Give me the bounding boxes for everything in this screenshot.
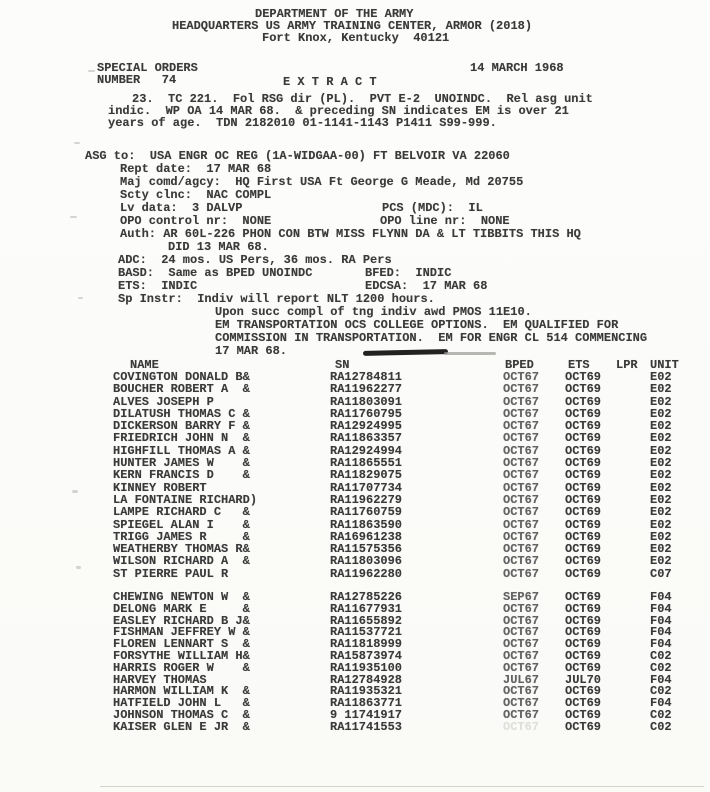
cell-unit: F04 <box>650 590 672 605</box>
cell-sn: RA11962279 <box>330 492 403 507</box>
table-row <box>0 554 710 569</box>
table-row <box>0 625 710 640</box>
cell-name: LA FONTAINE RICHARD) <box>113 492 258 507</box>
cell-unit: E02 <box>650 505 672 520</box>
cell-ets: OCT69 <box>565 431 602 446</box>
table-row <box>0 673 710 685</box>
cell-unit: F04 <box>650 601 672 616</box>
sp-instr-line1: Sp Instr: Indiv will report NLT 1200 hours. <box>118 292 435 306</box>
cell-sn: RA11863771 <box>330 696 403 711</box>
col-header-lpr: LPR <box>616 358 638 372</box>
cell-sn: RA11863590 <box>330 517 403 532</box>
cell-bped: OCT67 <box>503 696 540 711</box>
cell-ets: OCT69 <box>565 696 602 711</box>
cell-bped: OCT67 <box>503 468 540 483</box>
cell-bped: OCT67 <box>503 613 540 628</box>
cell-unit: C02 <box>650 684 672 699</box>
para-23-line1: 23. TC 221. Fol RSG dir (PL). PVT E-2 UNOINDC. Rel asg unit <box>132 92 593 106</box>
cell-ets: OCT69 <box>565 719 602 734</box>
table-row <box>0 481 710 493</box>
roster-group-2 <box>0 590 710 732</box>
table-row <box>0 720 710 732</box>
cell-name: WILSON RICHARD A & <box>113 554 250 569</box>
cell-sn: RA12785226 <box>330 590 403 605</box>
sp-instr-line2: Upon succ compl of tng indiv awd PMOS 11E10. <box>215 305 532 319</box>
cell-ets: OCT69 <box>565 370 602 384</box>
cell-bped: OCT67 <box>503 660 540 675</box>
table-row <box>0 493 710 505</box>
sp-instr-line4: COMMISSION IN TRANSPORTATION. EM FOR ENGR CL 514 COMMENCING <box>215 331 648 345</box>
cell-unit: E02 <box>650 542 672 557</box>
cell-name: EASLEY RICHARD B J& <box>113 613 250 628</box>
cell-sn: RA11935321 <box>330 684 403 699</box>
sp-instr-line5: 17 MAR 68. <box>215 344 288 358</box>
cell-unit: F04 <box>650 672 672 687</box>
cell-name: FRIEDRICH JOHN N & <box>113 431 250 446</box>
asg-to-line: ASG to: USA ENGR OC REG (1A-WIDGAA-00) FT BELVOIR VA 22060 <box>85 149 510 163</box>
cell-bped: OCT67 <box>503 601 540 616</box>
para-23-line2: indic. WP OA 14 MAR 68. & preceding SN indicates EM is over 21 <box>108 104 569 118</box>
cell-bped: OCT67 <box>503 684 540 699</box>
opo-line-nr-line: OPO line nr: NONE <box>380 214 510 228</box>
cell-bped: OCT67 <box>503 382 540 397</box>
table-row <box>0 602 710 614</box>
scan-speck <box>88 70 95 72</box>
table-row <box>0 661 710 673</box>
scan-edge-line <box>100 786 704 787</box>
adc-line: ADC: 24 mos. US Pers, 36 mos. RA Pers <box>118 253 392 267</box>
table-row <box>0 518 710 530</box>
cell-ets: OCT69 <box>565 554 602 569</box>
table-row <box>0 684 710 699</box>
doc-location: Fort Knox, Kentucky 40121 <box>262 31 450 45</box>
cell-ets: OCT69 <box>565 590 602 605</box>
table-row <box>0 370 710 382</box>
table-row <box>0 708 710 723</box>
cell-bped: OCT67 <box>503 492 540 507</box>
cell-sn: RA11829075 <box>330 468 403 483</box>
cell-bped: OCT67 <box>503 649 540 664</box>
table-row <box>0 456 710 471</box>
cell-sn: RA12924995 <box>330 419 403 434</box>
cell-ets: OCT69 <box>565 613 602 628</box>
cell-ets: OCT69 <box>565 492 602 507</box>
cell-bped: OCT67 <box>503 431 540 446</box>
cell-sn: RA11677931 <box>330 601 403 616</box>
cell-sn: RA11962280 <box>330 566 403 581</box>
scan-speck <box>74 142 80 144</box>
redaction-mark <box>363 349 448 356</box>
cell-bped: OCT67 <box>503 542 540 557</box>
cell-unit: E02 <box>650 394 672 409</box>
cell-unit: E02 <box>650 492 672 507</box>
cell-ets: OCT69 <box>565 394 602 409</box>
cell-name: JOHNSON THOMAS C & <box>113 708 250 723</box>
scan-speck <box>78 297 83 299</box>
opo-control-line: OPO control nr: NONE <box>120 214 272 228</box>
cell-ets: OCT69 <box>565 443 602 458</box>
cell-ets: OCT69 <box>565 649 602 664</box>
cell-unit: E02 <box>650 468 672 483</box>
cell-ets: OCT69 <box>565 468 602 483</box>
cell-ets: OCT69 <box>565 542 602 557</box>
para-23-line3: years of age. TDN 2182010 01-1141-1143 P1411 S99-999. <box>108 116 497 130</box>
cell-unit: F04 <box>650 613 672 628</box>
table-row <box>0 419 710 434</box>
cell-ets: OCT69 <box>565 382 602 397</box>
cell-unit: E02 <box>650 480 672 495</box>
cell-ets: JUL70 <box>565 672 602 687</box>
cell-name: HARMON WILLIAM K & <box>113 684 250 699</box>
col-header-sn: SN <box>335 358 350 372</box>
cell-unit: E02 <box>650 370 672 384</box>
cell-ets: OCT69 <box>565 517 602 532</box>
maj-comd-line: Maj comd/agcy: HQ First USA Ft George G Meade, Md 20755 <box>120 175 524 189</box>
cell-unit: C02 <box>650 660 672 675</box>
table-row <box>0 407 710 419</box>
cell-unit: E02 <box>650 443 672 458</box>
cell-name: COVINGTON DONALD B& <box>113 370 250 384</box>
cell-unit: C02 <box>650 708 672 723</box>
cell-bped: OCT67 <box>503 529 540 544</box>
cell-unit: E02 <box>650 529 672 544</box>
table-row <box>0 431 710 446</box>
cell-bped: OCT67 <box>503 517 540 532</box>
cell-name: SPIEGEL ALAN I & <box>113 517 250 532</box>
cell-ets: OCT69 <box>565 419 602 434</box>
cell-unit: E02 <box>650 406 672 421</box>
scan-speck <box>70 216 77 218</box>
col-header-unit: UNIT <box>650 358 679 372</box>
cell-sn: RA11760795 <box>330 406 403 421</box>
cell-unit: E02 <box>650 419 672 434</box>
cell-name: FORSYTHE WILLIAM H& <box>113 649 250 664</box>
cell-sn: RA11655892 <box>330 613 403 628</box>
table-row <box>0 649 710 664</box>
cell-bped: OCT67 <box>503 566 540 581</box>
cell-sn: RA11865551 <box>330 456 403 471</box>
roster-table <box>0 370 710 732</box>
sp-instr-line3: EM TRANSPORTATION OCS COLLEGE OPTIONS. EM QUALIFIED FOR <box>215 318 619 332</box>
table-row <box>0 542 710 557</box>
cell-bped: OCT67 <box>503 625 540 640</box>
table-row <box>0 468 710 483</box>
cell-sn: RA11741553 <box>330 719 403 734</box>
cell-ets: OCT69 <box>565 529 602 544</box>
table-row <box>0 382 710 397</box>
cell-unit: C02 <box>650 719 672 734</box>
table-row <box>0 567 710 579</box>
cell-ets: OCT69 <box>565 684 602 699</box>
cell-unit: E02 <box>650 431 672 446</box>
auth-line1: Auth: AR 60L-226 PHON CON BTW MISS FLYNN DA & LT TIBBITS THIS HQ <box>120 227 581 241</box>
table-row <box>0 614 710 626</box>
cell-unit: E02 <box>650 517 672 532</box>
cell-sn: RA12784811 <box>330 370 403 384</box>
order-number: NUMBER 74 <box>97 73 177 87</box>
cell-name: ST PIERRE PAUL R <box>113 566 229 581</box>
table-row <box>0 590 710 605</box>
cell-ets: OCT69 <box>565 660 602 675</box>
cell-bped: OCT67 <box>503 637 540 652</box>
col-header-bped: BPED <box>505 358 534 372</box>
cell-sn: RA11575356 <box>330 542 403 557</box>
cell-bped: OCT67 <box>503 406 540 421</box>
cell-ets: OCT69 <box>565 625 602 640</box>
cell-sn: RA16961238 <box>330 529 403 544</box>
cell-unit: F04 <box>650 637 672 652</box>
cell-sn: RA11707734 <box>330 480 403 495</box>
cell-ets: OCT69 <box>565 505 602 520</box>
doc-headquarters: HEADQUARTERS US ARMY TRAINING CENTER, ARMOR (2018) <box>172 19 533 33</box>
cell-bped: OCT67 <box>503 443 540 458</box>
roster-header-row <box>0 358 710 370</box>
cell-sn: RA11803091 <box>330 394 403 409</box>
order-date: 14 MARCH 1968 <box>470 61 564 75</box>
special-orders-label: SPECIAL ORDERS <box>97 61 198 75</box>
cell-name: FLOREN LENNART S & <box>113 637 250 652</box>
cell-name: HUNTER JAMES W & <box>113 456 250 471</box>
cell-ets: OCT69 <box>565 406 602 421</box>
cell-bped: OCT67 <box>503 419 540 434</box>
cell-sn: 9 11741917 <box>330 708 403 723</box>
scty-clnc-line: Scty clnc: NAC COMPL <box>120 188 272 202</box>
auth-line2: DID 13 MAR 68. <box>168 240 269 254</box>
cell-sn: RA11537721 <box>330 625 403 640</box>
roster-group-1 <box>0 370 710 579</box>
cell-sn: RA12924994 <box>330 443 403 458</box>
cell-sn: RA12784928 <box>330 672 403 687</box>
col-header-ets: ETS <box>568 358 590 372</box>
cell-name: KERN FRANCIS D & <box>113 468 250 483</box>
cell-name: HARVEY THOMAS <box>113 672 207 687</box>
table-row <box>0 530 710 542</box>
table-row <box>0 395 710 407</box>
cell-sn: RA11962277 <box>330 382 403 397</box>
cell-name: HIGHFILL THOMAS A & <box>113 443 250 458</box>
cell-name: ALVES JOSEPH P <box>113 394 214 409</box>
cell-unit: C02 <box>650 649 672 664</box>
cell-ets: OCT69 <box>565 601 602 616</box>
cell-name: DILATUSH THOMAS C & <box>113 406 250 421</box>
cell-name: DICKERSON BARRY F & <box>113 419 250 434</box>
cell-ets: OCT69 <box>565 637 602 652</box>
cell-name: HARRIS ROGER W & <box>113 660 250 675</box>
cell-sn: RA11818999 <box>330 637 403 652</box>
table-row <box>0 444 710 456</box>
cell-bped: OCT67 <box>503 708 540 723</box>
basd-line: BASD: Same as BPED UNOINDC <box>118 266 313 280</box>
cell-name: KAISER GLEN E JR & <box>113 719 250 734</box>
cell-bped: OCT67 <box>503 394 540 409</box>
pcs-mdc-line: PCS (MDC): IL <box>382 201 483 215</box>
rept-date-line: Rept date: 17 MAR 68 <box>120 162 272 176</box>
cell-bped: OCT67 <box>503 480 540 495</box>
cell-ets: OCT69 <box>565 480 602 495</box>
doc-title: DEPARTMENT OF THE ARMY <box>255 7 414 21</box>
cell-name: DELONG MARK E & <box>113 601 250 616</box>
cell-bped: SEP67 <box>503 590 540 605</box>
cell-sn: RA11760759 <box>330 505 403 520</box>
lv-data-line: Lv data: 3 DALVP <box>120 201 243 215</box>
cell-sn: RA15873974 <box>330 649 403 664</box>
ets-line: ETS: INDIC <box>118 279 198 293</box>
cell-bped: OCT67 <box>503 554 540 569</box>
table-row <box>0 505 710 520</box>
cell-unit: F04 <box>650 696 672 711</box>
cell-bped: JUL67 <box>503 672 540 687</box>
cell-unit: F04 <box>650 625 672 640</box>
cell-name: HATFIELD JOHN L & <box>113 696 250 711</box>
cell-sn: RA11935100 <box>330 660 403 675</box>
table-row <box>0 696 710 711</box>
cell-ets: OCT69 <box>565 456 602 471</box>
cell-sn: RA11803096 <box>330 554 403 569</box>
table-row <box>0 637 710 652</box>
extract-label: E X T R A C T <box>283 75 377 89</box>
cell-name: KINNEY ROBERT <box>113 480 207 495</box>
cell-bped: OCT67 <box>503 456 540 471</box>
cell-bped: OCT67 <box>503 370 540 384</box>
cell-unit: E02 <box>650 382 672 397</box>
cell-name: TRIGG JAMES R & <box>113 529 250 544</box>
cell-bped: OCT67 <box>503 505 540 520</box>
cell-name: BOUCHER ROBERT A & <box>113 382 250 397</box>
cell-ets: OCT69 <box>565 708 602 723</box>
cell-name: LAMPE RICHARD C & <box>113 505 250 520</box>
cell-ets: OCT69 <box>565 566 602 581</box>
cell-name: WEATHERBY THOMAS R& <box>113 542 250 557</box>
cell-unit: E02 <box>650 456 672 471</box>
cell-unit: C07 <box>650 566 672 581</box>
cell-name: FISHMAN JEFFREY W & <box>113 625 250 640</box>
cell-bped: OCT67 <box>503 719 540 734</box>
edcsa-line: EDCSA: 17 MAR 68 <box>365 279 488 293</box>
bfed-line: BFED: INDIC <box>365 266 452 280</box>
cell-sn: RA11863357 <box>330 431 403 446</box>
redaction-mark-tail <box>444 352 496 355</box>
cell-unit: E02 <box>650 554 672 569</box>
cell-name: CHEWING NEWTON W & <box>113 590 250 605</box>
col-header-name: NAME <box>130 358 159 372</box>
